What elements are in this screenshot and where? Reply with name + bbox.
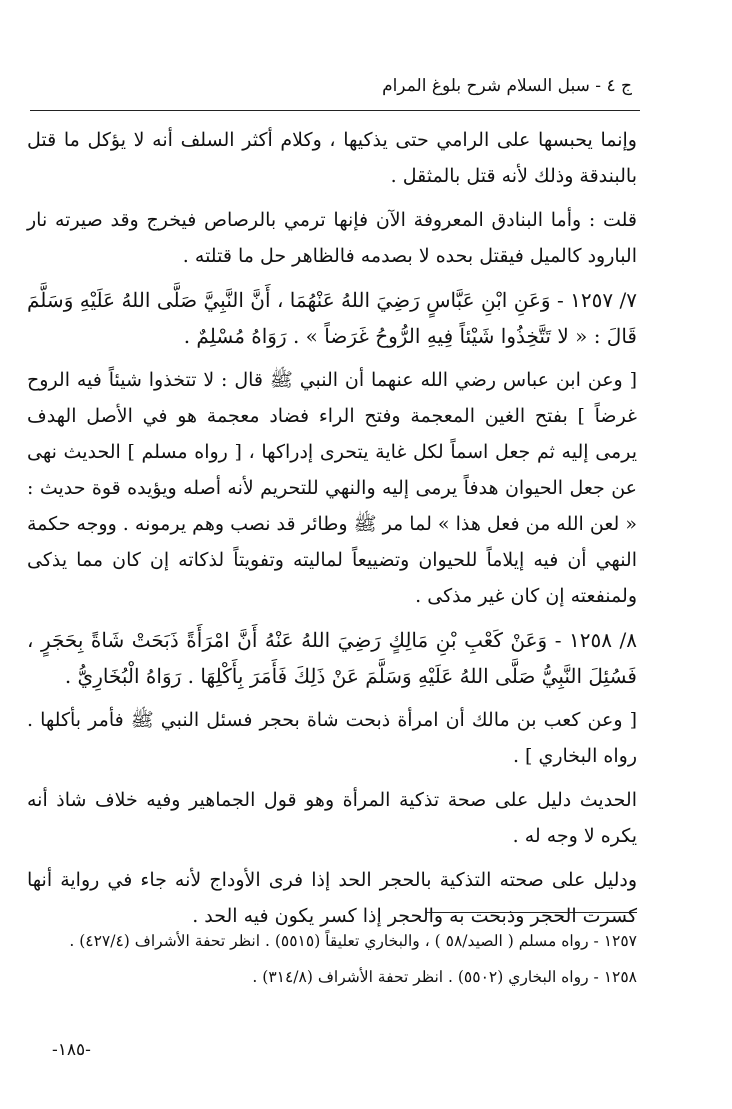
paragraph: الحديث دليل على صحة تذكية المرأة وهو قول الجماهير وفيه خلاف شاذ أنه يكره لا وجه له . xyxy=(27,789,637,847)
paragraph: قلت : وأما البنادق المعروفة الآن فإنها ترمي بالرصاص فيخرج وقد صيرته نار البارود كالميل فيقتل بحده لا بصدمه فالظاهر حل ما قتلته . xyxy=(27,209,637,267)
paragraph: وإنما يحبسها على الرامي حتى يذكيها ، وكلام أكثر السلف أنه لا يؤكل ما قتل بالبندقة وذلك لأنه قتل بالمثقل . xyxy=(27,129,637,187)
footnotes xyxy=(27,926,637,998)
main-text xyxy=(27,122,637,942)
footnote: ١٢٥٨ - رواه البخاري (٥٥٠٢) . انظر تحفة الأشراف (٣١٤/٨) . xyxy=(252,968,637,986)
hadith-text: ٨/ ١٢٥٨ - وَعَنْ كَعْبِ بْنِ مَالِكٍ رَضِيَ اللهُ عَنْهُ أَنَّ امْرَأَةً ذَبَحَتْ شَاةً بِحَجَرٍ ، فَسُئِلَ النَّبِيُّ صَلَّى اللهُ عَلَيْهِ وَسَلَّمَ عَنْ ذَلِكَ فَأَمَرَ بِأَكْلِهَا . رَوَاهُ الْبُخَارِيُّ . xyxy=(27,628,637,688)
paragraph: ودليل على صحته التذكية بالحجر الحد إذا فرى الأوداج لأنه جاء في رواية أنها كسرت الحجر وذبحت به والحجر إذا كسر يكون فيه الحد . xyxy=(27,869,637,927)
footnote: ١٢٥٧ - رواه مسلم ( الصيد/٥٨ ) ، والبخاري تعليقاً (٥٥١٥) . انظر تحفة الأشراف (٤٢٧/٤) . xyxy=(69,932,637,950)
footnote-divider xyxy=(425,912,637,913)
running-header: ج ٤ - سبل السلام شرح بلوغ المرام xyxy=(382,76,632,96)
header-divider xyxy=(30,110,640,111)
page-number: -١٨٥- xyxy=(52,1040,91,1060)
hadith-text: ٧/ ١٢٥٧ - وَعَنِ ابْنِ عَبَّاسٍ رَضِيَ اللهُ عَنْهُمَا ، أَنَّ النَّبِيَّ صَلَّى اللهُ عَلَيْهِ وَسَلَّمَ قَالَ : « لا تَتَّخِذُوا شَيْئاً فِيهِ الرُّوحُ غَرَضاً » . رَوَاهُ مُسْلِمٌ . xyxy=(27,288,637,348)
paragraph: [ وعن كعب بن مالك أن امرأة ذبحت شاة بحجر فسئل النبي ﷺ فأمر بأكلها . رواه البخاري ] . xyxy=(27,709,637,767)
paragraph: [ وعن ابن عباس رضي الله عنهما أن النبي ﷺ قال : لا تتخذوا شيئاً فيه الروح غرضاً ] بفتح الغين المعجمة وفتح الراء فضاد معجمة هو في الأصل الهدف يرمى إليه ثم جعل اسماً لكل غاية يتحرى إدراكها ، [ رواه مسلم ] الحديث نهى عن جعل الحيوان هدفاً يرمى إليه والنهي للتحريم لأنه أصله ويؤيده قوة حديث : « لعن الله من فعل هذا » لما مر ﷺ وطائر قد نصب وهم يرمونه . ووجه حكمة النهي أن فيه إيلاماً للحيوان وتضييعاً لماليته وتفويتاً لذكاته إن كان مما يذكى ولمنفعته إن كان غير مذكى . xyxy=(27,369,637,607)
